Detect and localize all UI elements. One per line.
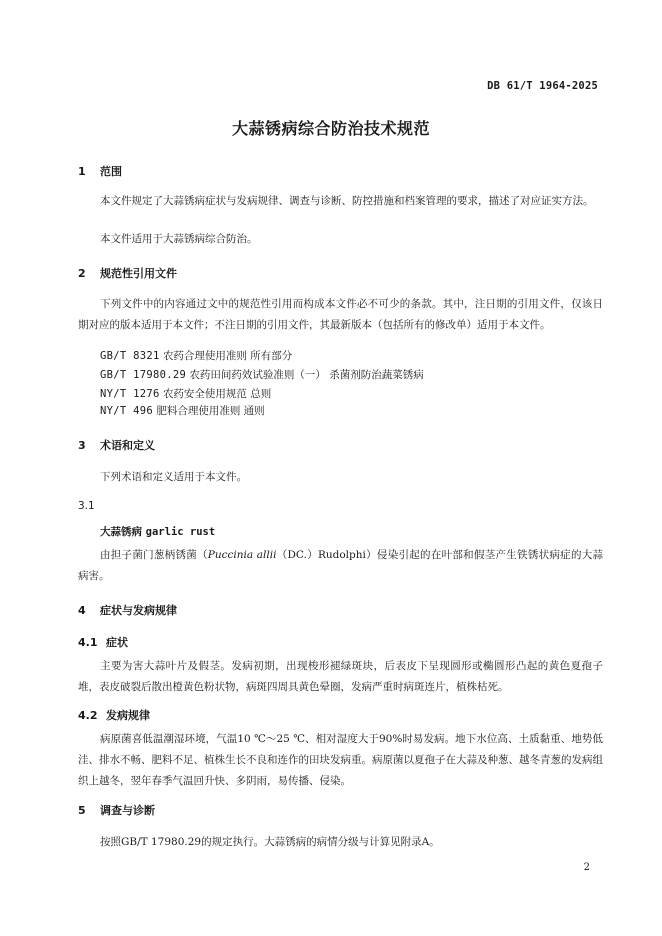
section-title: 调查与诊断	[100, 804, 155, 817]
paragraph: 按照GB/T 17980.29的规定执行。大蒜锈病的病情分级与计算见附录A。	[100, 836, 440, 848]
section-title: 规范性引用文件	[100, 267, 177, 280]
paragraph: 本文件规定了大蒜锈病症状与发病规律、调查与诊断、防控措施和档案管理的要求，描述了对应证实方法。	[100, 195, 594, 207]
subsection-number: 4.2	[78, 709, 98, 722]
latin-name: Puccinia allii	[207, 549, 277, 561]
definition-text: （DC.）Rudolphi）侵染引起的在叶部和假茎产生铁锈状病症的大蒜病害。	[78, 549, 604, 582]
section-5-heading	[78, 802, 155, 818]
section-number: 4	[78, 604, 86, 617]
reference-item	[100, 366, 424, 385]
paragraph: 下列术语和定义适用于本文件。	[100, 471, 247, 483]
reference-item	[100, 347, 292, 366]
section-title: 术语和定义	[100, 439, 155, 452]
reference-code: NY/T 496	[100, 405, 153, 417]
definition-text: 由担子菌门葱柄锈菌（	[100, 549, 208, 561]
section-title: 范围	[100, 165, 122, 178]
section-title: 症状与发病规律	[100, 604, 177, 617]
term-entry	[100, 524, 215, 539]
section-2-heading	[78, 265, 177, 281]
section-4-heading	[78, 602, 177, 618]
reference-title: 肥料合理使用准则 通则	[156, 405, 265, 417]
paragraph: 下列文件中的内容通过文中的规范性引用而构成本文件必不可少的条款。其中，注日期的引用文件，仅该日期对应的版本适用于本文件；不注日期的引用文件，其最新版本（包括所有的修改单）适用于本文件。	[78, 298, 603, 331]
reference-code: NY/T 1276	[100, 388, 160, 400]
page-number: 2	[583, 862, 590, 873]
section-3-heading	[78, 437, 155, 453]
section-number: 1	[78, 165, 86, 178]
document-title: 大蒜锈病综合防治技术规范	[231, 119, 430, 138]
section-1-heading	[78, 163, 122, 179]
subsection-4-1-heading	[78, 634, 128, 650]
term-number: 3.1	[78, 500, 95, 512]
paragraph: 病原菌喜低温潮湿环境，气温10 ℃～25 ℃、相对湿度大于90%时易发病。地下水位高、土质黏重、地势低洼、排水不畅、肥料不足、植株生长不良和连作的田块发病重。病原菌以夏孢子在大蒜及种葱、越冬青葱的发病组织上越冬，翌年春季气温回升快、多阴雨，易传播、侵染。	[78, 733, 603, 787]
document-id: DB 61/T 1964-2025	[487, 80, 598, 92]
section-number: 3	[78, 439, 86, 452]
subsection-title: 症状	[106, 636, 128, 649]
subsection-4-2-heading	[78, 707, 150, 723]
term-definition	[78, 545, 603, 587]
reference-title: 农药田间药效试验准则（一） 杀菌剂防治蔬菜锈病	[189, 369, 424, 381]
paragraph: 本文件适用于大蒜锈病综合防治。	[100, 233, 258, 245]
term-english: garlic rust	[145, 526, 216, 538]
paragraph: 主要为害大蒜叶片及假茎。发病初期，出现梭形褪绿斑块，后表皮下呈现圆形或椭圆形凸起的黄色夏孢子堆，表皮破裂后散出橙黄色粉状物，病斑四周具黄色晕圈，发病严重时病斑连片，植株枯死。	[78, 660, 603, 693]
reference-code: GB/T 17980.29	[100, 369, 187, 381]
section-number: 5	[78, 804, 86, 817]
reference-item	[100, 402, 265, 421]
reference-title: 农药合理使用准则 所有部分	[162, 350, 293, 362]
section-number: 2	[78, 267, 86, 280]
reference-title: 农药安全使用规范 总则	[162, 388, 272, 400]
term-chinese: 大蒜锈病	[100, 526, 142, 538]
reference-code: GB/T 8321	[100, 350, 160, 362]
subsection-title: 发病规律	[106, 709, 150, 722]
subsection-number: 4.1	[78, 636, 98, 649]
